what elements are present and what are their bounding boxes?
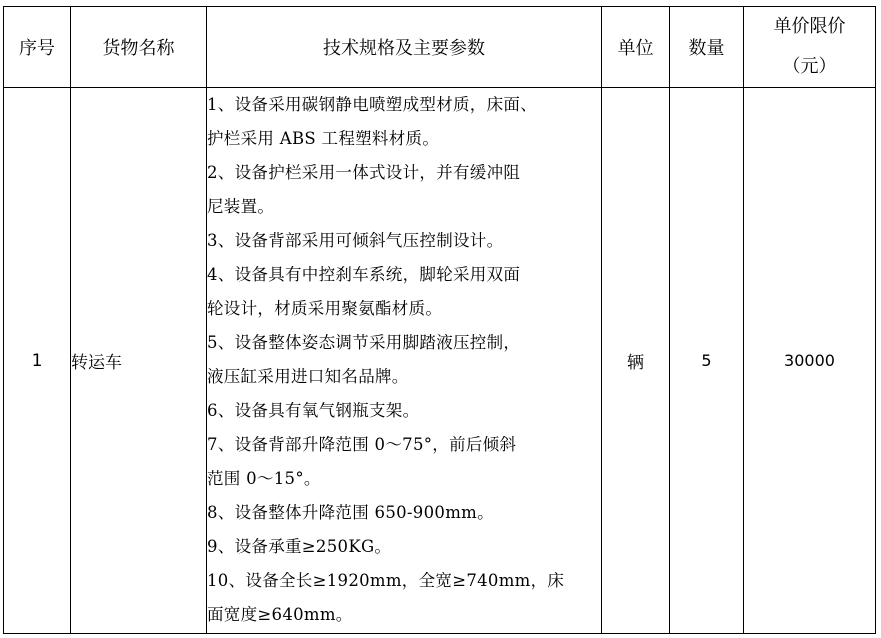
header-seq: 序号 bbox=[4, 7, 71, 88]
spec-line: 护栏采用 ABS 工程塑料材质。 bbox=[207, 129, 440, 148]
spec-line: 5、设备整体姿态调节采用脚踏液压控制， bbox=[207, 333, 521, 352]
cell-goods-name: 转运车 bbox=[71, 88, 207, 634]
header-price-line1: 单价限价 bbox=[773, 16, 846, 37]
spec-line: 3、设备背部采用可倾斜气压控制设计。 bbox=[207, 231, 504, 250]
spec-line: 范围 0～15°。 bbox=[207, 469, 321, 488]
header-price-line2: （元） bbox=[782, 56, 837, 77]
header-goods-name: 货物名称 bbox=[71, 7, 207, 88]
spec-line: 液压缸采用进口知名品牌。 bbox=[207, 367, 409, 386]
header-row bbox=[4, 7, 876, 88]
header-unit-price-limit bbox=[744, 7, 876, 88]
header-quantity: 数量 bbox=[670, 7, 744, 88]
spec-line: 2、设备护栏采用一体式设计，并有缓冲阻 bbox=[207, 163, 521, 182]
spec-line: 7、设备背部升降范围 0～75°，前后倾斜 bbox=[207, 435, 517, 454]
spec-line: 10、设备全长≥1920mm，全宽≥740mm，床 bbox=[207, 571, 565, 590]
header-tech-spec: 技术规格及主要参数 bbox=[207, 7, 602, 88]
cell-unit: 辆 bbox=[602, 88, 670, 634]
spec-line: 面宽度≥640mm。 bbox=[207, 605, 353, 624]
cell-tech-spec bbox=[207, 88, 602, 634]
cell-quantity: 5 bbox=[670, 88, 744, 634]
procurement-spec-table bbox=[3, 6, 876, 634]
spec-line: 尼装置。 bbox=[207, 197, 275, 216]
header-unit: 单位 bbox=[602, 7, 670, 88]
spec-line: 6、设备具有氧气钢瓶支架。 bbox=[207, 401, 420, 420]
spec-line: 4、设备具有中控刹车系统，脚轮采用双面 bbox=[207, 265, 521, 284]
cell-unit-price: 30000 bbox=[744, 88, 876, 634]
spec-line: 9、设备承重≥250KG。 bbox=[207, 537, 392, 556]
cell-seq: 1 bbox=[4, 88, 71, 634]
spec-line: 8、设备整体升降范围 650-900mm。 bbox=[207, 503, 494, 522]
table-row bbox=[4, 88, 876, 634]
spec-line: 1、设备采用碳钢静电喷塑成型材质，床面、 bbox=[207, 95, 537, 114]
spec-line: 轮设计，材质采用聚氨酯材质。 bbox=[207, 299, 443, 318]
spec-list bbox=[207, 88, 601, 632]
